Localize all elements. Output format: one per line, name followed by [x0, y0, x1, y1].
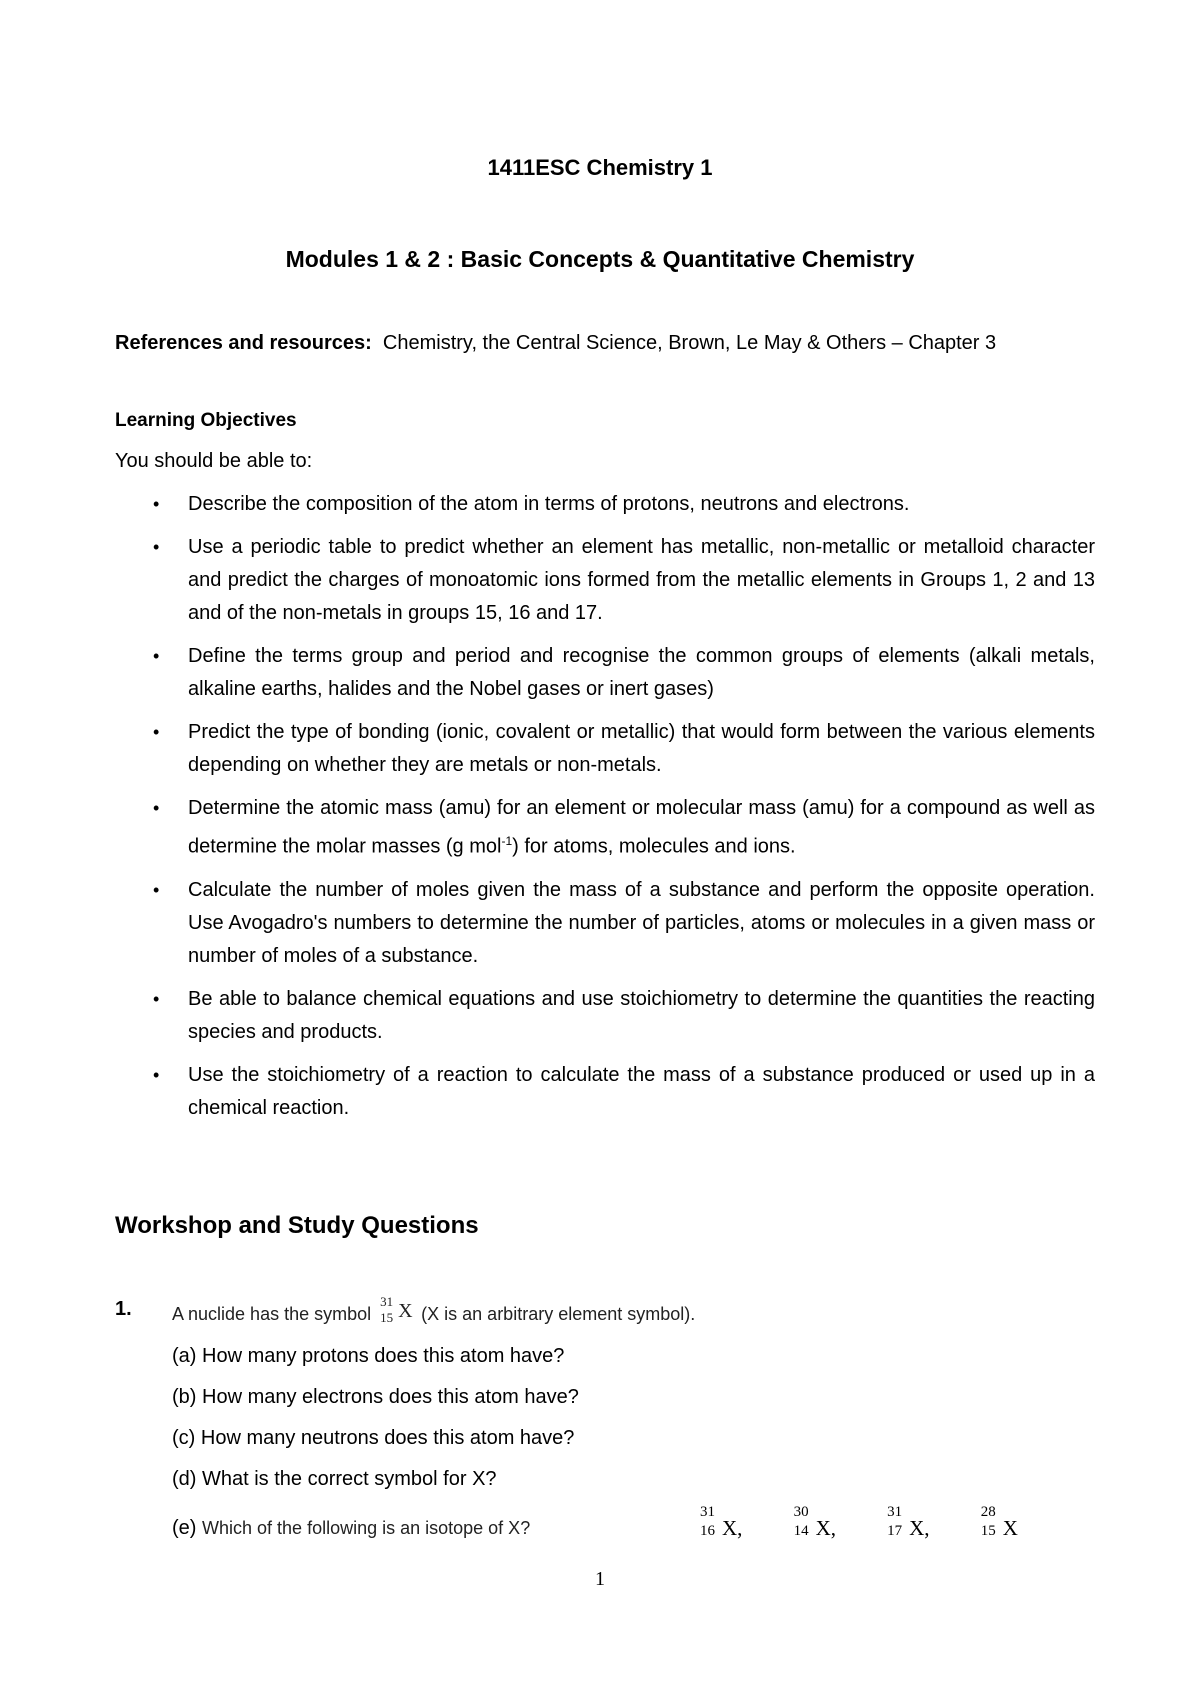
isotope-choice: 30 14 X, [793, 1504, 836, 1540]
learning-objectives-heading: Learning Objectives [115, 410, 297, 431]
modules-title: Modules 1 & 2 : Basic Concepts & Quantitative Chemistry [285, 246, 915, 272]
question-part-d: (d) What is the correct symbol for X? [172, 1468, 497, 1490]
bullet-icon: • [153, 537, 160, 557]
question-part-e: (e) Which of the following is an isotope of X? [172, 1517, 531, 1539]
objectives-list [115, 488, 1095, 1135]
bullet-icon: • [153, 494, 160, 514]
list-item: • Predict the type of bonding (ionic, covalent or metallic) that would form between the various elements depending on whether they are metals or non-metals. [115, 716, 1095, 782]
bullet-icon: • [153, 879, 160, 900]
page-number: 1 [595, 1568, 605, 1590]
list-item: • Calculate the number of moles given the mass of a substance and perform the opposite operation. Use Avogadro's numbers to determine the number of particles, atoms or molecules in a given mass or number of moles of a substance. [115, 874, 1095, 973]
question-part-c: (c) How many neutrons does this atom have? [172, 1427, 575, 1449]
question-part-a: (a) How many protons does this atom have? [172, 1345, 565, 1367]
list-item: • Determine the atomic mass (amu) for an element or molecular mass (amu) for a compound as well as determine the molar masses (g mol$^{-1}$) for atoms, molecules and ions. [115, 792, 1095, 864]
question-part-b: (b) How many electrons does this atom have? [172, 1386, 579, 1408]
references-line [115, 332, 996, 355]
isotope-choice: 31 16 X, [700, 1504, 743, 1540]
superscript: -1 [501, 834, 513, 848]
bullet-icon: • [153, 988, 160, 1009]
question-text: A nuclide has the symbol 31 15 X (X is an arbitrary element symbol). [172, 1300, 695, 1328]
bullet-icon: • [153, 798, 160, 818]
workshop-heading: Workshop and Study Questions [115, 1212, 479, 1239]
references-label: References and resources: [115, 332, 372, 354]
isotope-choice: 31 17 X, [887, 1504, 930, 1540]
list-item: • Be able to balance chemical equations and use stoichiometry to determine the quantities the reacting species and products. [115, 983, 1095, 1049]
isotope-choice: 28 15 X [980, 1504, 1018, 1540]
bullet-icon: • [153, 722, 160, 742]
course-title: 1411ESC Chemistry 1 [487, 155, 713, 180]
bullet-icon: • [153, 646, 160, 666]
references-text: Chemistry, the Central Science, Brown, Le May & Others – Chapter 3 [382, 332, 997, 354]
list-item: • Use the stoichiometry of a reaction to calculate the mass of a substance produced or used up in a chemical reaction. [115, 1059, 1095, 1125]
list-item: • Define the terms group and period and recognise the common groups of elements (alkali metals, alkaline earths, halides and the Nobel gases or inert gases) [115, 640, 1095, 706]
list-item: • Describe the composition of the atom in terms of protons, neutrons and electrons. [115, 488, 1095, 521]
question-number: 1. [115, 1298, 132, 1320]
list-item: • Use a periodic table to predict whether an element has metallic, non-metallic or metalloid character and predict the charges of monoatomic ions formed from the metallic elements in Groups 1, 2 and 13 and of the non-metals in groups 15, 16 and 17. [115, 531, 1095, 630]
bullet-icon: • [153, 1064, 160, 1085]
learning-objectives-intro: You should be able to: [115, 450, 313, 472]
isotope-choices [700, 1504, 1069, 1552]
nuclide-symbol: 31 15 X [380, 1294, 413, 1325]
